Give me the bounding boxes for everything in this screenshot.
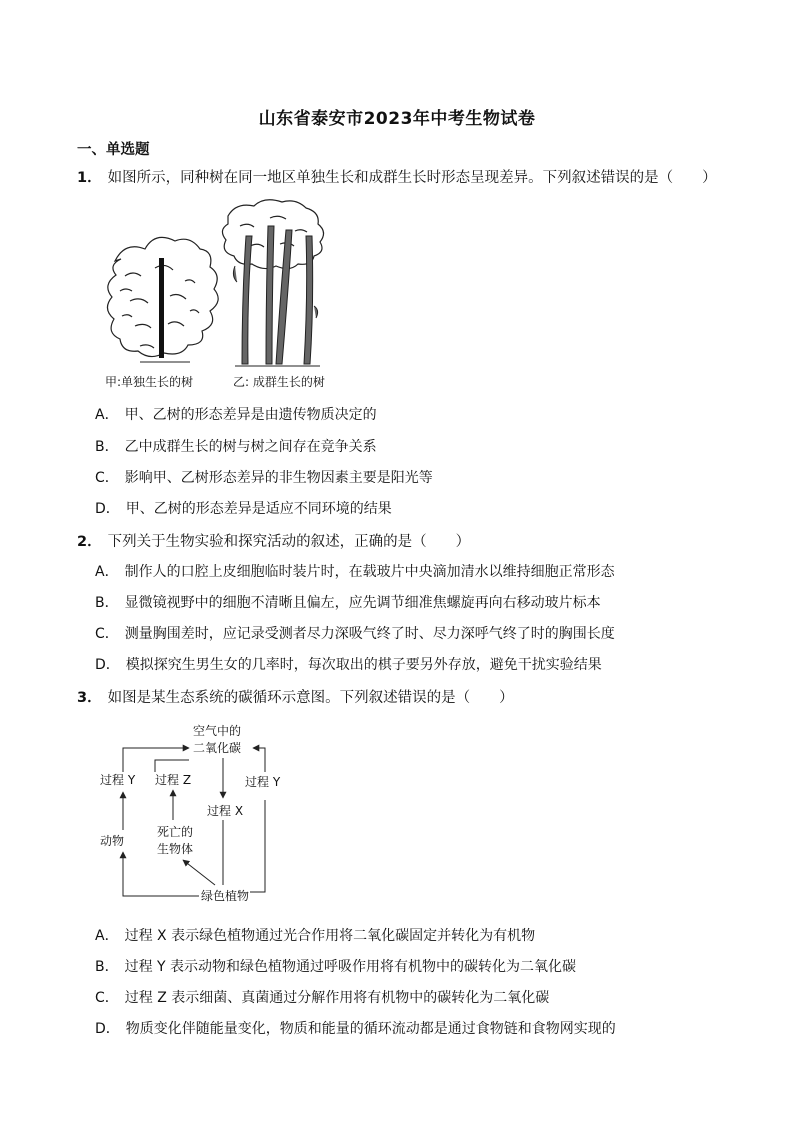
q3-option-c[interactable]: C． 过程 Z 表示细菌、真菌通过分解作用将有机物中的碳转化为二氧化碳: [95, 990, 550, 1006]
node-dead-line1: 死亡的: [157, 825, 194, 839]
carbon-cycle-diagram: [95, 720, 305, 910]
question-number: 2．: [77, 534, 102, 550]
q1-option-c[interactable]: C． 影响甲、乙树形态差异的非生物因素主要是阳光等: [95, 470, 433, 486]
trees-figure: [100, 196, 350, 396]
group-trees-caption: 乙: 成群生长的树: [233, 375, 325, 389]
q2-option-b[interactable]: B． 显微镜视野中的细胞不清晰且偏左，应先调节细准焦螺旋再向右移动玻片标本: [95, 595, 601, 611]
page-title: 山东省泰安市2023年中考生物试卷: [258, 109, 536, 129]
section-heading: 一、单选题: [77, 142, 150, 158]
label-process-z: 过程 Z: [155, 773, 192, 787]
single-tree-trunk: [159, 258, 164, 358]
q3-option-d[interactable]: D． 物质变化伴随能量变化，物质和能量的循环流动都是通过食物链和食物网实现的: [95, 1021, 616, 1037]
q1-option-d[interactable]: D． 甲、乙树的形态差异是适应不同环境的结果: [95, 501, 392, 517]
question-stem: 如图所示，同种树在同一地区单独生长和成群生长时形态呈现差异。下列叙述错误的是（ ）: [107, 170, 717, 186]
label-process-y-right: 过程 Y: [245, 775, 281, 789]
label-process-y-left: 过程 Y: [100, 773, 136, 787]
q3-option-a[interactable]: A． 过程 X 表示绿色植物通过光合作用将二氧化碳固定并转化为有机物: [95, 928, 536, 944]
node-dead-line2: 生物体: [157, 842, 194, 856]
question-2: [77, 530, 470, 551]
question-1: [77, 166, 717, 187]
cycle-arrows: [123, 748, 265, 896]
question-stem: 如图是某生态系统的碳循环示意图。下列叙述错误的是（ ）: [107, 690, 514, 706]
q1-option-a[interactable]: A． 甲、乙树的形态差异是由遗传物质决定的: [95, 407, 377, 423]
trees-illustration: [100, 196, 350, 396]
q1-option-b[interactable]: B． 乙中成群生长的树与树之间存在竞争关系: [95, 439, 377, 455]
q3-option-b[interactable]: B． 过程 Y 表示动物和绿色植物通过呼吸作用将有机物中的碳转化为二氧化碳: [95, 959, 577, 975]
node-air-line1: 空气中的: [193, 724, 242, 738]
question-number: 1．: [77, 170, 102, 186]
question-stem: 下列关于生物实验和探究活动的叙述，正确的是（ ）: [107, 534, 471, 550]
q2-option-c[interactable]: C． 测量胸围差时，应记录受测者尽力深吸气终了时、尽力深呼气终了时的胸围长度: [95, 626, 615, 642]
label-process-x: 过程 X: [207, 804, 244, 818]
question-3: [77, 686, 514, 707]
q2-option-a[interactable]: A． 制作人的口腔上皮细胞临时装片时，在载玻片中央滴加清水以维持细胞正常形态: [95, 564, 615, 580]
node-animal: 动物: [100, 834, 125, 848]
single-tree-caption: 甲:单独生长的树: [105, 375, 194, 389]
node-green-plant: 绿色植物: [201, 889, 250, 903]
q2-option-d[interactable]: D． 模拟探究生男生女的几率时，每次取出的棋子要另外存放，避免干扰实验结果: [95, 657, 602, 673]
group-trees-trunks: [233, 226, 317, 364]
question-number: 3．: [77, 690, 102, 706]
node-air-line2: 二氧化碳: [193, 741, 242, 755]
